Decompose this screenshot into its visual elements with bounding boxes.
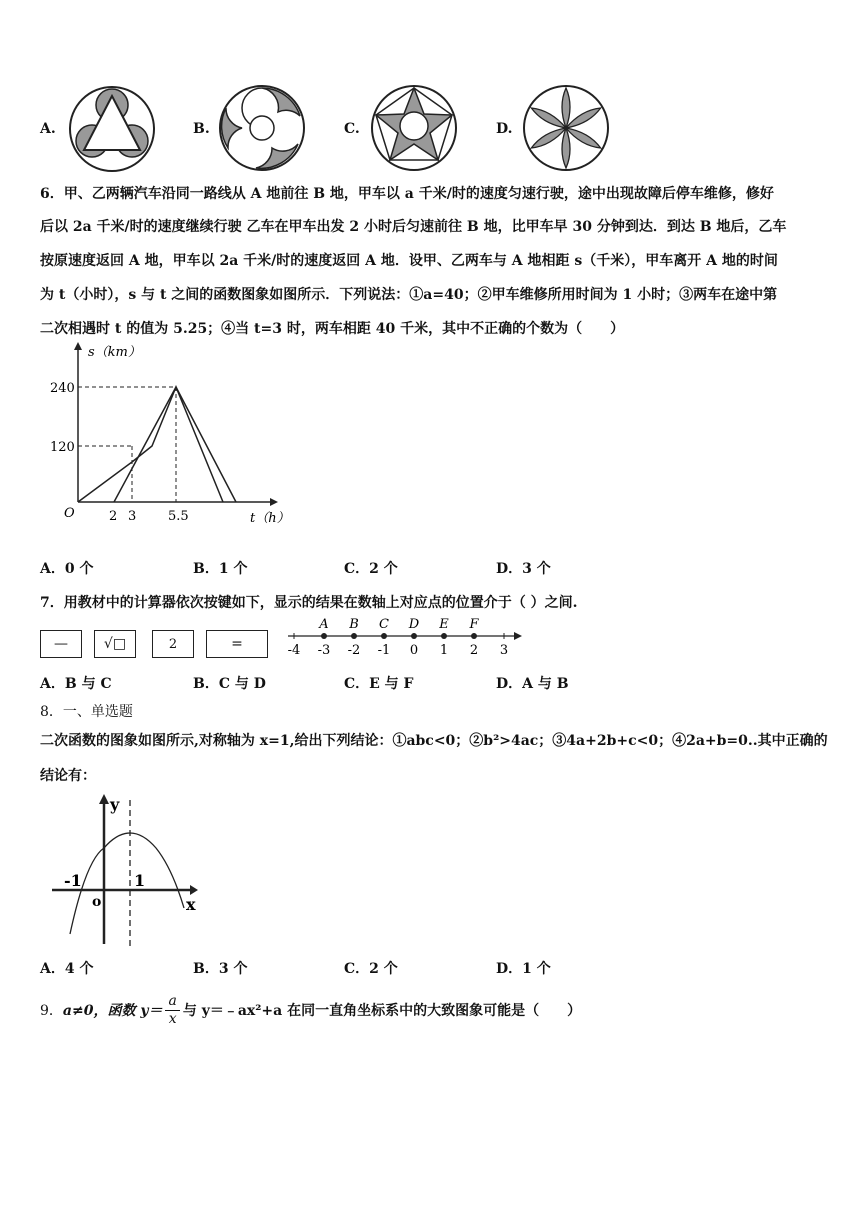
q8-line-2: 结论有：	[40, 768, 96, 784]
q7-tick-label: -3	[317, 643, 331, 658]
q6-x-arrow	[270, 498, 278, 506]
q6-x-tick-3: 3	[128, 509, 137, 524]
q7-key-2: 2	[152, 630, 194, 658]
q7-tick-label: -4	[287, 643, 301, 658]
q9-prefix: 9．	[40, 1003, 63, 1019]
q7-point-dot	[351, 633, 357, 639]
q5-figure-a	[66, 84, 158, 174]
q7-point-label: A	[319, 617, 329, 632]
q7-point-label: D	[408, 617, 420, 632]
q5-figure-d	[520, 82, 612, 174]
q6-line-1: 6．甲、乙两辆汽车沿同一路线从 A 地前往 B 地，甲车以 a 千米/时的速度匀速行驶，途中出现故障后停车维修，修好	[40, 186, 774, 202]
q9-rest: 与 y＝﹣ax²+a 在同一直角坐标系中的大致图象可能是（ ）	[182, 1003, 582, 1019]
q5-figure-c	[368, 82, 460, 174]
q6-option-d: D．3 个	[496, 561, 551, 577]
q6-y-tick-240: 240	[50, 381, 75, 396]
q9-fraction	[165, 993, 179, 1028]
q7-text: 7．用教材中的计算器依次按键如下，显示的结果在数轴上对应点的位置介于（ ）之间.	[40, 595, 578, 611]
q7-option-a: A．B 与 C	[40, 676, 112, 692]
q7-point-dot	[381, 633, 387, 639]
q6-option-c: C．2 个	[344, 561, 398, 577]
q9-frac-num: a	[165, 993, 179, 1011]
q7-point-label: B	[349, 617, 359, 632]
q6-x-axis-label: t（h）	[250, 511, 290, 526]
q7-point-label: E	[439, 617, 449, 632]
q7-point-label: F	[469, 617, 479, 632]
q8-y-label: y	[110, 795, 120, 814]
q6-y-tick-120: 120	[50, 440, 75, 455]
q7-option-c: C．E 与 F	[344, 676, 414, 692]
q7-point-dot	[471, 633, 477, 639]
q6-line-2: 后以 2a 千米/时的速度继续行驶 乙车在甲车出发 2 小时后匀速前往 B 地，比甲车早 30 分钟到达．到达 B 地后，乙车	[40, 219, 787, 235]
q6-y-axis-label: s（km）	[88, 345, 141, 360]
q7-key-equals: =	[206, 630, 268, 658]
q7-number-line	[282, 616, 522, 658]
q7-tick-label: 1	[439, 643, 449, 658]
q7-tick-label: 2	[469, 643, 479, 658]
q6-option-b: B．1 个	[193, 561, 248, 577]
q7-option-d: D．A 与 B	[496, 676, 569, 692]
q7-point-dot	[411, 633, 417, 639]
q8-parabola	[70, 833, 184, 934]
q6-graph	[40, 340, 300, 536]
q8-line-1: 二次函数的图象如图所示,对称轴为 x=1,给出下列结论：①abc<0；②b²>4ac；③4a+2b+c<0；④2a+b=0..其中正确的	[40, 733, 828, 749]
q8-heading: 8．一、单选题	[40, 704, 133, 720]
q9-frac-den: x	[168, 1010, 177, 1027]
q8-option-b: B．3 个	[193, 961, 248, 977]
q7-point-label: C	[379, 617, 389, 632]
q6-x-tick-2: 2	[109, 509, 118, 524]
q7-tick-label: 3	[499, 643, 509, 658]
q6-x-tick-5-5: 5.5	[168, 509, 189, 524]
q6-line-4: 为 t（小时），s 与 t 之间的函数图象如图所示．下列说法：①a=40；②甲车维修所用时间为 1 小时；③两车在途中第	[40, 287, 778, 303]
q6-origin-label: O	[64, 506, 75, 521]
q5-option-d-label: D.	[496, 121, 513, 137]
q5-option-a-label: A.	[40, 121, 56, 137]
q6-car-jia-line	[78, 387, 223, 502]
q8-label-neg1: -1	[64, 871, 82, 890]
q7-point-dot	[321, 633, 327, 639]
q9-condition: a≠0，函数 y＝	[62, 1003, 163, 1019]
q8-x-label: x	[186, 895, 196, 914]
q8-origin-label: o	[92, 894, 102, 910]
q8-option-a: A．4 个	[40, 961, 94, 977]
q8-option-c: C．2 个	[344, 961, 398, 977]
q5-option-b-label: B.	[193, 121, 210, 137]
q6-line-3: 按原速度返回 A 地，甲车以 2a 千米/时的速度返回 A 地．设甲、乙两车与 A 地相距 s（千米），甲车离开 A 地的时间	[40, 253, 778, 269]
q7-key-sqrt: √□	[94, 630, 136, 658]
q8-label-1: 1	[134, 871, 146, 890]
q7-option-b: B．C 与 D	[193, 676, 266, 692]
q7-point-dot	[441, 633, 447, 639]
q8-graph	[48, 790, 208, 950]
q8-option-d: D．1 个	[496, 961, 551, 977]
q5-figure-b	[216, 82, 308, 174]
q7-key-minus: —	[40, 630, 82, 658]
q7-tick-label: -2	[347, 643, 361, 658]
q6-option-a: A．0 个	[40, 561, 94, 577]
q6-line-5: 二次相遇时 t 的值为 5.25；④当 t=3 时，两车相距 40 千米，其中不正确的个数为（ ）	[40, 321, 625, 337]
q7-tick-label: 0	[409, 643, 419, 658]
question-9	[40, 988, 581, 1032]
q6-y-arrow	[74, 342, 82, 350]
q5-option-c-label: C.	[344, 121, 360, 137]
q7-tick-label: -1	[377, 643, 391, 658]
